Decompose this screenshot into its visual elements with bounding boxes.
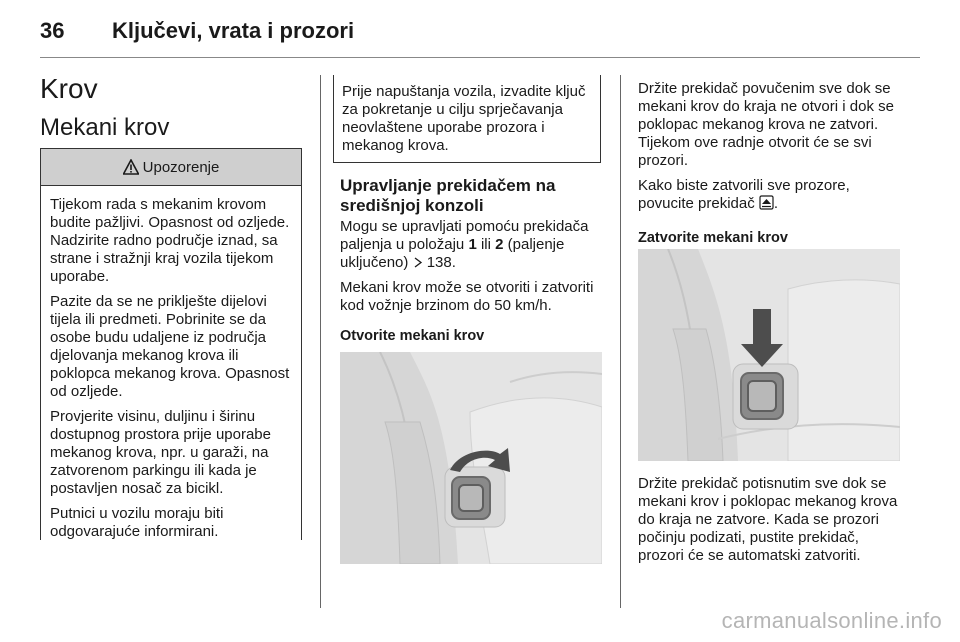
position-1: 1 xyxy=(468,236,477,253)
console-text: (paljenje uključeno) xyxy=(340,236,565,271)
right-paragraph-2: Kako biste zatvorili sve prozore, povucite prekidač . xyxy=(638,177,850,212)
console-paragraph-1 xyxy=(340,218,605,272)
note-box xyxy=(333,75,601,163)
middle-column xyxy=(340,176,605,352)
console-paragraph-2: Mekani krov može se otvoriti i zatvoriti kod vožnje brzinom do 50 km/h. xyxy=(340,279,594,314)
page-header xyxy=(40,18,920,50)
console-switch-push-image xyxy=(638,249,900,461)
right-paragraph-1: Držite prekidač povučenim sve dok se mekani krov do kraja ne otvori i dok se poklopac mekanog krova ne zatvori. Tijekom ove radnje otvorit će se svi prozori. xyxy=(638,80,894,169)
warning-box xyxy=(40,148,302,540)
chapter-title: Ključevi, vrata i prozori xyxy=(112,18,355,43)
watermark: carmanualsonline.info xyxy=(721,608,942,633)
console-text: Mogu se upravljati pomoću prekidača paljenja u položaju xyxy=(340,218,589,253)
open-roof-label: Otvorite mekani krov xyxy=(340,328,485,344)
console-switch-image xyxy=(340,352,602,564)
warning-label: Upozorenje xyxy=(142,158,220,176)
page-number: 36 xyxy=(40,18,65,43)
warning-paragraph: Provjerite visinu, duljinu i širinu dostupnog prostora prije uporabe mekanog krova, npr. u garaži, na zatvorenom parkingu ili kada je postavljen nosač za bicikl. xyxy=(50,408,271,497)
console-heading: Upravljanje prekidačem na središnjoj konzoli xyxy=(340,176,556,215)
console-text: ili xyxy=(476,236,496,253)
note-text: Prije napuštanja vozila, izvadite ključ za pokretanje u cilju sprječavanja neovlaštene uporabe prozora i mekanog krova. xyxy=(342,83,586,154)
warning-triangle-icon xyxy=(123,159,139,175)
warning-paragraph: Putnici u vozilu moraju biti odgovarajuće informirani. xyxy=(50,505,224,540)
warning-paragraph: Pazite da se ne priklješte dijelovi tijela ili predmeti. Pobrinite se da osobe budu udaljene iz područja djelovanja mekanog krova ili poklopca mekanog krova. Opasnost od ozljede. xyxy=(50,293,290,400)
section-subtitle: Mekani krov xyxy=(40,114,170,141)
warning-paragraph: Tijekom rada s mekanim krovom budite pažljivi. Opasnost od ozljede. Nadzirite radno područje iznad, sa strane i stražnji kraj vozila tijekom uporabe. xyxy=(50,196,290,285)
position-2: 2 xyxy=(495,236,504,253)
close-roof-illustration xyxy=(638,249,900,461)
right-text: Kako biste zatvorili sve prozore, povucite prekidač xyxy=(638,177,850,212)
page-reference[interactable]: 138. xyxy=(426,254,456,271)
column-divider-right xyxy=(620,75,621,608)
right-paragraph-3: Držite prekidač potisnutim sve dok se mekani krov i poklopac mekanog krova do kraja ne zatvore. Kada se prozori počinju podizati, pustite prekidač, prozori će se automatski zatvoriti. xyxy=(638,475,898,564)
warning-body xyxy=(41,186,301,541)
close-roof-label: Zatvorite mekani krov xyxy=(638,230,788,246)
page-reference-arrow-icon xyxy=(413,257,423,268)
right-column xyxy=(638,80,906,254)
right-column-bottom xyxy=(638,475,906,572)
open-roof-illustration xyxy=(340,352,602,564)
section-title: Krov xyxy=(40,73,98,104)
window-switch-icon xyxy=(759,195,774,210)
header-rule xyxy=(40,57,920,58)
warning-header xyxy=(41,148,301,186)
left-column xyxy=(40,74,310,142)
column-divider-left xyxy=(320,75,321,608)
